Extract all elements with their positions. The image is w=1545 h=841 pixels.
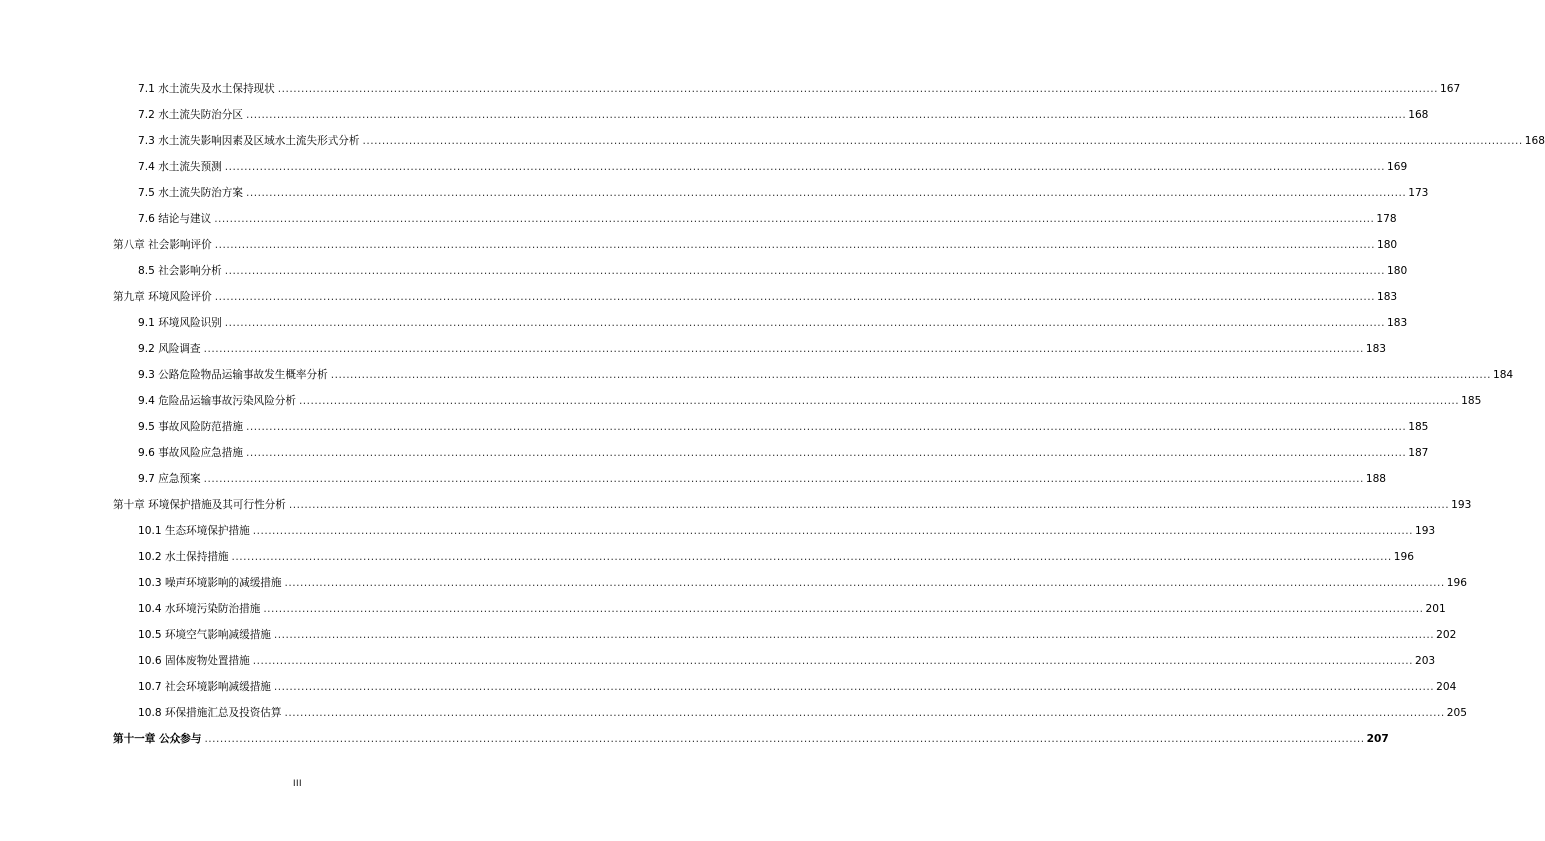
toc-leader-dots: ............................................................................................................................................................................................................................................................................................................ bbox=[288, 499, 1450, 511]
toc-entry-page: 184 bbox=[1492, 369, 1514, 381]
toc-entry[interactable] bbox=[0, 289, 1398, 305]
toc-entry-title: 7.1 水土流失及水土保持现状 bbox=[138, 83, 275, 95]
toc-leader-dots: ............................................................................................................................................................................................................................................................................................................ bbox=[273, 629, 1435, 641]
toc-entry-page: 183 bbox=[1365, 343, 1387, 355]
toc-leader-dots: ............................................................................................................................................................................................................................................................................................................ bbox=[203, 343, 1364, 355]
toc-entry-title: 第九章 环境风险评价 bbox=[113, 291, 212, 303]
toc-entry-page: 178 bbox=[1376, 213, 1397, 225]
toc-entry-page: 193 bbox=[1451, 499, 1472, 511]
toc-entry-page: 183 bbox=[1387, 317, 1408, 329]
toc-entry-page: 205 bbox=[1446, 707, 1467, 719]
toc-entry-title: 7.3 水土流失影响因素及区域水土流失形式分析 bbox=[138, 135, 360, 147]
toc-entry[interactable] bbox=[0, 159, 1408, 175]
toc-entry[interactable] bbox=[0, 185, 1429, 201]
toc-entry[interactable] bbox=[0, 237, 1398, 253]
toc-leader-dots: ............................................................................................................................................................................................................................................................................................................ bbox=[245, 187, 1407, 199]
toc-entry[interactable] bbox=[0, 107, 1429, 123]
toc-entry[interactable] bbox=[0, 601, 1446, 617]
toc-leader-dots: ............................................................................................................................................................................................................................................................................................................ bbox=[330, 369, 1491, 381]
toc-leader-dots: ............................................................................................................................................................................................................................................................................................................ bbox=[252, 525, 1413, 537]
toc-entry[interactable] bbox=[0, 627, 1457, 643]
toc-leader-dots: ............................................................................................................................................................................................................................................................................................................ bbox=[203, 473, 1364, 485]
toc-entry[interactable] bbox=[0, 731, 1389, 747]
toc-leader-dots: ............................................................................................................................................................................................................................................................................................................ bbox=[224, 317, 1386, 329]
toc-entry[interactable] bbox=[0, 133, 1545, 149]
toc-entry-page: 168 bbox=[1408, 109, 1429, 121]
toc-entry-title: 第十一章 公众参与 bbox=[113, 733, 202, 745]
toc-entry-title: 9.4 危险品运输事故污染风险分析 bbox=[138, 395, 296, 407]
toc-entry-title: 7.4 水土流失预测 bbox=[138, 161, 222, 173]
toc-leader-dots: ............................................................................................................................................................................................................................................................................................................ bbox=[214, 213, 1375, 225]
toc-leader-dots: ............................................................................................................................................................................................................................................................................................................ bbox=[214, 291, 1375, 303]
toc-entry-title: 10.5 环境空气影响减缓措施 bbox=[138, 629, 271, 641]
toc-leader-dots: ............................................................................................................................................................................................................................................................................................................ bbox=[284, 577, 1445, 589]
toc-leader-dots: ............................................................................................................................................................................................................................................................................................................ bbox=[245, 447, 1407, 459]
toc-leader-dots: ............................................................................................................................................................................................................................................................................................................ bbox=[231, 551, 1392, 563]
toc-entry-title: 9.6 事故风险应急措施 bbox=[138, 447, 243, 459]
toc-entry-title: 第十章 环境保护措施及其可行性分析 bbox=[113, 499, 286, 511]
toc-entry[interactable] bbox=[0, 419, 1429, 435]
toc-entry-page: 168 bbox=[1524, 135, 1545, 147]
toc-entry-title: 10.8 环保措施汇总及投资估算 bbox=[138, 707, 282, 719]
toc-entry-title: 9.7 应急预案 bbox=[138, 473, 201, 485]
toc-entry[interactable] bbox=[0, 445, 1429, 461]
toc-entry[interactable] bbox=[0, 497, 1472, 513]
toc-entry-page: 201 bbox=[1425, 603, 1446, 615]
toc-entry-title: 9.5 事故风险防范措施 bbox=[138, 421, 243, 433]
toc-entry-title: 10.3 噪声环境影响的减缓措施 bbox=[138, 577, 282, 589]
toc-entry-page: 196 bbox=[1393, 551, 1414, 563]
toc-entry-page: 187 bbox=[1408, 447, 1429, 459]
toc-entry-title: 7.5 水土流失防治方案 bbox=[138, 187, 243, 199]
toc-entry-page: 180 bbox=[1387, 265, 1408, 277]
toc-entry[interactable] bbox=[0, 341, 1387, 357]
toc-entry-title: 10.6 固体废物处置措施 bbox=[138, 655, 250, 667]
toc-entry-page: 207 bbox=[1366, 733, 1389, 745]
toc-entry-page: 185 bbox=[1408, 421, 1429, 433]
toc-leader-dots: ............................................................................................................................................................................................................................................................................................................ bbox=[224, 265, 1386, 277]
toc-entry-title: 9.2 风险调查 bbox=[138, 343, 201, 355]
toc-leader-dots: ............................................................................................................................................................................................................................................................................................................ bbox=[362, 135, 1523, 147]
page-number: III bbox=[292, 778, 302, 788]
toc-entry-page: 196 bbox=[1446, 577, 1467, 589]
toc-entry[interactable] bbox=[0, 367, 1514, 383]
toc-entry-page: 203 bbox=[1414, 655, 1436, 667]
toc-leader-dots: ............................................................................................................................................................................................................................................................................................................ bbox=[252, 655, 1413, 667]
toc-entry-page: 180 bbox=[1376, 239, 1398, 251]
toc-leader-dots: ............................................................................................................................................................................................................................................................................................................ bbox=[284, 707, 1445, 719]
toc-entry-page: 167 bbox=[1439, 83, 1461, 95]
toc-entry[interactable] bbox=[0, 211, 1397, 227]
toc-entry-title: 10.2 水土保持措施 bbox=[138, 551, 229, 563]
toc-leader-dots: ............................................................................................................................................................................................................................................................................................................ bbox=[263, 603, 1424, 615]
toc-entry[interactable] bbox=[0, 523, 1436, 539]
toc-leader-dots: ............................................................................................................................................................................................................................................................................................................ bbox=[277, 83, 1438, 95]
toc-entry-title: 10.1 生态环境保护措施 bbox=[138, 525, 250, 537]
toc-leader-dots: ............................................................................................................................................................................................................................................................................................................ bbox=[273, 681, 1435, 693]
toc-entry[interactable] bbox=[0, 653, 1436, 669]
toc-entry-title: 7.2 水土流失防治分区 bbox=[138, 109, 243, 121]
toc-leader-dots: ............................................................................................................................................................................................................................................................................................................ bbox=[214, 239, 1375, 251]
toc-entry-page: 204 bbox=[1436, 681, 1457, 693]
toc-entry[interactable] bbox=[0, 263, 1408, 279]
toc-entry[interactable] bbox=[0, 679, 1457, 695]
toc-entry[interactable] bbox=[0, 549, 1414, 565]
toc-entry-title: 9.3 公路危险物品运输事故发生概率分析 bbox=[138, 369, 328, 381]
toc-entry-page: 169 bbox=[1387, 161, 1408, 173]
toc-entry-page: 202 bbox=[1436, 629, 1457, 641]
toc-leader-dots: ............................................................................................................................................................................................................................................................................................................ bbox=[204, 733, 1365, 745]
toc-leader-dots: ............................................................................................................................................................................................................................................................................................................ bbox=[298, 395, 1460, 407]
toc-leader-dots: ............................................................................................................................................................................................................................................................................................................ bbox=[245, 421, 1407, 433]
toc-entry-title: 9.1 环境风险识别 bbox=[138, 317, 222, 329]
toc-entry-title: 10.7 社会环境影响减缓措施 bbox=[138, 681, 271, 693]
toc-entry-page: 183 bbox=[1376, 291, 1398, 303]
toc-entry-title: 7.6 结论与建议 bbox=[138, 213, 212, 225]
toc-entry-title: 8.5 社会影响分析 bbox=[138, 265, 222, 277]
toc-entry[interactable] bbox=[0, 471, 1387, 487]
toc-entry[interactable] bbox=[0, 705, 1467, 721]
toc-entry[interactable] bbox=[0, 315, 1408, 331]
toc-entry[interactable] bbox=[0, 575, 1467, 591]
toc-entry-page: 185 bbox=[1461, 395, 1482, 407]
toc-entry-title: 10.4 水环境污染防治措施 bbox=[138, 603, 261, 615]
toc-entry[interactable] bbox=[0, 393, 1482, 409]
toc-entry[interactable] bbox=[0, 81, 1461, 97]
toc-entry-page: 173 bbox=[1408, 187, 1429, 199]
toc-entry-page: 188 bbox=[1365, 473, 1387, 485]
toc-entry-title: 第八章 社会影响评价 bbox=[113, 239, 212, 251]
toc-leader-dots: ............................................................................................................................................................................................................................................................................................................ bbox=[245, 109, 1407, 121]
toc-leader-dots: ............................................................................................................................................................................................................................................................................................................ bbox=[224, 161, 1386, 173]
toc-entry-page: 193 bbox=[1414, 525, 1436, 537]
